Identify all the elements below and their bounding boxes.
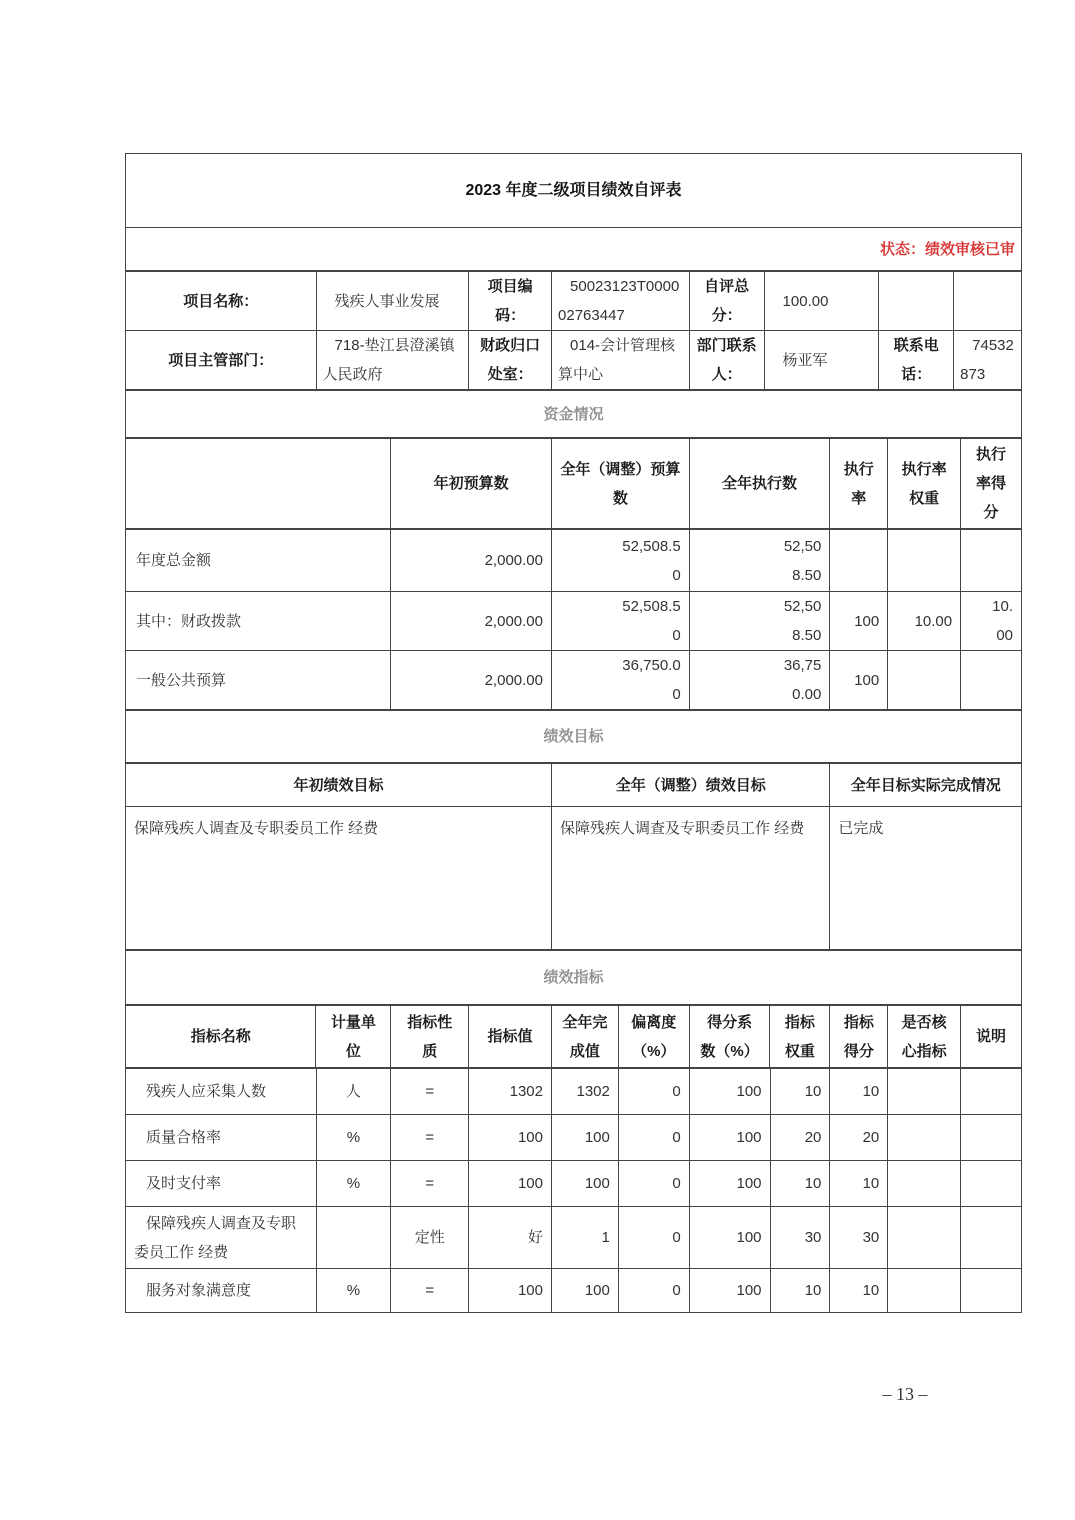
finance-office-value: 014-会计管理核算中心 bbox=[552, 331, 690, 389]
ind-header-weight: 指标权重 bbox=[770, 1006, 830, 1067]
indicator-cell: 10 bbox=[830, 1161, 888, 1206]
indicator-cell: 30 bbox=[830, 1207, 888, 1268]
table-row-section bbox=[126, 951, 1021, 1006]
fund-row-label: 年度总金额 bbox=[126, 530, 391, 591]
indicator-cell: 100 bbox=[552, 1115, 619, 1160]
indicator-cell: 100 bbox=[552, 1269, 619, 1312]
indicator-cell: = bbox=[391, 1269, 469, 1312]
ind-header-completed: 全年完成值 bbox=[552, 1006, 619, 1067]
indicator-cell: 定性 bbox=[391, 1207, 469, 1268]
indicator-name: 残疾人应采集人数 bbox=[126, 1069, 317, 1114]
indicator-cell: 10 bbox=[830, 1069, 888, 1114]
indicator-cell: 0 bbox=[619, 1207, 690, 1268]
fund-header-exec-rate-score: 执行率得分 bbox=[976, 446, 1007, 521]
indicator-cell bbox=[961, 1115, 1021, 1160]
page-title: 2023 年度二级项目绩效自评表 bbox=[465, 182, 682, 199]
fund-cell bbox=[830, 530, 888, 591]
fund-cell bbox=[961, 530, 1021, 591]
fund-header-initial-budget: 年初预算数 bbox=[391, 439, 552, 528]
table-row-title bbox=[126, 154, 1021, 228]
indicator-cell bbox=[317, 1207, 392, 1268]
table-row bbox=[126, 331, 1021, 391]
indicator-cell bbox=[961, 1207, 1021, 1268]
contact-person-value: 杨亚军 bbox=[765, 331, 880, 389]
project-name-label: 项目名称： bbox=[126, 272, 317, 330]
table-row bbox=[126, 651, 1021, 711]
fund-cell: 2,000.00 bbox=[391, 651, 552, 709]
indicator-cell bbox=[961, 1161, 1021, 1206]
indicator-cell: 100 bbox=[552, 1161, 619, 1206]
info-empty-cell bbox=[879, 272, 954, 330]
indicator-cell bbox=[961, 1269, 1021, 1312]
indicator-cell: % bbox=[317, 1115, 392, 1160]
indicator-cell: 100 bbox=[469, 1269, 552, 1312]
fund-cell: 2,000.00 bbox=[391, 592, 552, 650]
fund-cell: 10.00 bbox=[888, 592, 961, 650]
fund-header-executed: 全年执行数 bbox=[690, 439, 831, 528]
indicator-cell: 10 bbox=[771, 1069, 831, 1114]
indicator-cell: 好 bbox=[469, 1207, 552, 1268]
indicator-cell: 100 bbox=[690, 1269, 771, 1312]
section-title-goals: 绩效目标 bbox=[543, 728, 604, 745]
fund-row-label: 一般公共预算 bbox=[126, 651, 391, 709]
section-title-funds: 资金情况 bbox=[543, 405, 604, 423]
table-row bbox=[126, 1115, 1021, 1161]
fund-cell: 100 bbox=[830, 651, 888, 709]
self-evaluation-table bbox=[125, 153, 1022, 1313]
indicator-cell: 100 bbox=[469, 1161, 552, 1206]
fund-cell bbox=[552, 592, 690, 650]
fund-header-adjusted-budget: 全年（调整）预算数 bbox=[552, 439, 690, 528]
info-empty-cell bbox=[954, 272, 1021, 330]
self-score-value: 100.00 bbox=[765, 272, 880, 330]
ind-header-note: 说明 bbox=[976, 1028, 1007, 1045]
indicator-name: 保障残疾人调查及专职委员工作 经费 bbox=[126, 1207, 317, 1268]
indicator-cell: 100 bbox=[690, 1207, 771, 1268]
indicator-cell bbox=[888, 1207, 961, 1268]
fund-cell-text: 52,508.50 bbox=[783, 537, 822, 584]
indicator-cell: 100 bbox=[690, 1161, 771, 1206]
section-title-indicators: 绩效指标 bbox=[543, 969, 604, 986]
phone-value: 74532873 bbox=[960, 337, 1014, 383]
fund-cell bbox=[690, 651, 831, 709]
ind-header-target: 指标值 bbox=[469, 1006, 552, 1067]
table-row-section bbox=[126, 711, 1021, 764]
indicator-cell: 20 bbox=[771, 1115, 831, 1160]
indicator-cell: 1302 bbox=[469, 1069, 552, 1114]
ind-header-unit: 计量单位 bbox=[316, 1006, 391, 1067]
goal-header-initial: 年初绩效目标 bbox=[126, 764, 552, 806]
indicator-cell: = bbox=[391, 1069, 469, 1114]
indicator-name: 质量合格率 bbox=[126, 1115, 317, 1160]
indicator-cell: % bbox=[317, 1269, 392, 1312]
goal-header-actual: 全年目标实际完成情况 bbox=[850, 776, 1001, 794]
fund-header-blank bbox=[126, 439, 391, 528]
fund-cell-text: 52,508.50 bbox=[783, 598, 822, 644]
fund-cell-text: 36,750.00 bbox=[622, 657, 681, 703]
indicator-cell: 0 bbox=[619, 1069, 690, 1114]
table-row bbox=[126, 1269, 1021, 1312]
table-row bbox=[126, 530, 1021, 592]
table-row bbox=[126, 807, 1021, 951]
table-row-header bbox=[126, 1006, 1021, 1069]
project-name-value: 残疾人事业发展 bbox=[317, 272, 470, 330]
fund-cell: 2,000.00 bbox=[391, 530, 552, 591]
indicator-name: 服务对象满意度 bbox=[126, 1269, 317, 1312]
indicator-cell: = bbox=[391, 1161, 469, 1206]
fund-cell-text: 52,508.50 bbox=[622, 598, 681, 644]
indicator-cell: 30 bbox=[771, 1207, 831, 1268]
indicator-cell: 0 bbox=[619, 1269, 690, 1312]
indicator-cell: 10 bbox=[771, 1269, 831, 1312]
table-row-status bbox=[126, 228, 1021, 272]
indicator-cell bbox=[888, 1161, 961, 1206]
project-code-value: 50023123T000002763447 bbox=[552, 272, 690, 330]
indicator-cell: 0 bbox=[619, 1115, 690, 1160]
goal-actual-value: 已完成 bbox=[838, 820, 884, 837]
fund-cell bbox=[888, 651, 961, 709]
goal-adjusted-value: 保障残疾人调查及专职委员工作 经费 bbox=[552, 807, 830, 949]
phone-label: 联系电话： bbox=[879, 331, 954, 389]
dept-value: 718-垫江县澄溪镇人民政府 bbox=[317, 331, 470, 389]
table-row bbox=[126, 272, 1021, 331]
goal-header-adjusted: 全年（调整）绩效目标 bbox=[552, 764, 830, 806]
fund-cell bbox=[552, 651, 690, 709]
indicator-cell bbox=[888, 1069, 961, 1114]
self-score-label: 自评总分： bbox=[690, 272, 765, 330]
indicator-cell bbox=[888, 1115, 961, 1160]
fund-cell bbox=[690, 530, 831, 591]
dept-label: 项目主管部门： bbox=[126, 331, 317, 389]
page-number: – 13 – bbox=[882, 1384, 928, 1404]
table-row-header bbox=[126, 764, 1021, 807]
table-row bbox=[126, 1207, 1021, 1269]
indicator-cell: 10 bbox=[830, 1269, 888, 1312]
indicator-cell: % bbox=[317, 1161, 392, 1206]
fund-cell-text: 10.00 bbox=[992, 598, 1013, 644]
indicator-cell: 1 bbox=[552, 1207, 619, 1268]
table-row bbox=[126, 1161, 1021, 1207]
fund-cell bbox=[690, 592, 831, 650]
table-row-section bbox=[126, 391, 1021, 439]
indicator-cell: 100 bbox=[690, 1069, 771, 1114]
goal-initial-value: 保障残疾人调查及专职委员工作 经费 bbox=[126, 807, 552, 949]
indicator-cell: 1302 bbox=[552, 1069, 619, 1114]
finance-office-label: 财政归口处室： bbox=[469, 331, 552, 389]
indicator-cell: 100 bbox=[469, 1115, 552, 1160]
fund-cell bbox=[961, 592, 1021, 650]
fund-cell bbox=[888, 530, 961, 591]
table-row bbox=[126, 592, 1021, 651]
fund-cell bbox=[961, 651, 1021, 709]
ind-header-deviation: 偏离度（%） bbox=[619, 1006, 690, 1067]
ind-header-core: 是否核心指标 bbox=[888, 1006, 961, 1067]
ind-header-score: 指标得分 bbox=[830, 1006, 888, 1067]
ind-header-score-coef: 得分系数（%） bbox=[690, 1006, 771, 1067]
indicator-cell: 10 bbox=[771, 1161, 831, 1206]
table-row-header bbox=[126, 439, 1021, 530]
fund-cell-text: 36,750.00 bbox=[783, 657, 822, 703]
indicator-cell bbox=[888, 1269, 961, 1312]
contact-person-label: 部门联系人： bbox=[690, 331, 765, 389]
indicator-cell: 人 bbox=[317, 1069, 392, 1114]
fund-cell-text: 52,508.50 bbox=[622, 537, 681, 584]
ind-header-nature: 指标性质 bbox=[391, 1006, 469, 1067]
table-row bbox=[126, 1069, 1021, 1115]
indicator-cell: 100 bbox=[690, 1115, 771, 1160]
fund-cell: 100 bbox=[830, 592, 888, 650]
fund-header-exec-rate-weight: 执行率权重 bbox=[888, 439, 961, 528]
project-code-label: 项目编码： bbox=[469, 272, 552, 330]
indicator-name: 及时支付率 bbox=[126, 1161, 317, 1206]
indicator-cell: 0 bbox=[619, 1161, 690, 1206]
fund-header-exec-rate: 执行率 bbox=[830, 439, 888, 528]
indicator-cell: 20 bbox=[830, 1115, 888, 1160]
indicator-cell: = bbox=[391, 1115, 469, 1160]
fund-row-label: 其中：财政拨款 bbox=[126, 592, 391, 650]
indicator-cell bbox=[961, 1069, 1021, 1114]
fund-cell bbox=[552, 530, 690, 591]
ind-header-name: 指标名称 bbox=[126, 1006, 316, 1067]
status-badge: 状态：绩效审核已审 bbox=[879, 240, 1015, 258]
